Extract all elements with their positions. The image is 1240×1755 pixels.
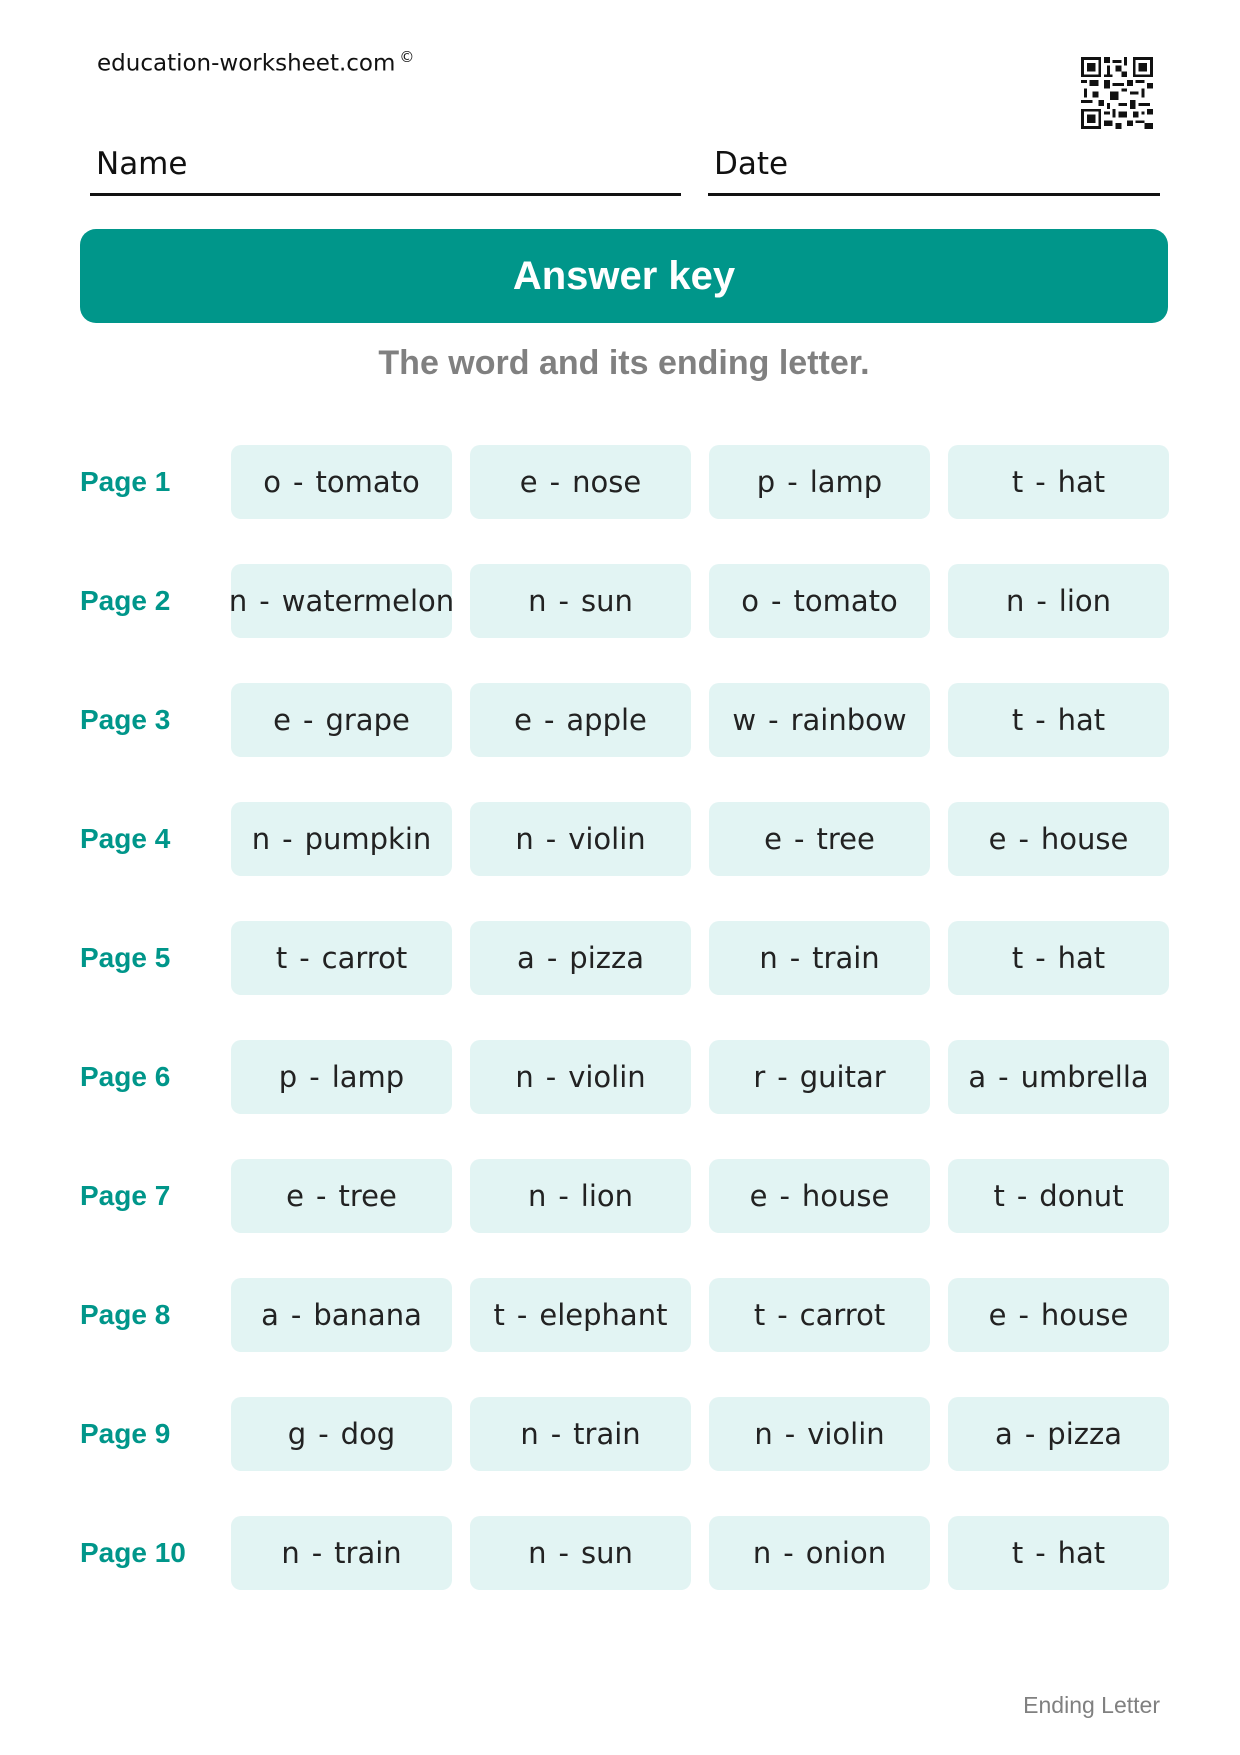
site-url <box>97 48 414 77</box>
separator-dash: - <box>1035 703 1046 737</box>
footer-topic: Ending Letter <box>1023 1692 1160 1718</box>
ending-letter: o <box>263 465 282 499</box>
answer-cell <box>470 1516 691 1590</box>
ending-letter: n <box>752 1536 772 1570</box>
name-field[interactable] <box>90 140 681 196</box>
separator-dash: - <box>784 1417 796 1451</box>
ending-letter: n <box>527 1179 547 1213</box>
answer-word: house <box>1040 822 1129 856</box>
answer-word: umbrella <box>1020 1060 1149 1094</box>
answer-word: pizza <box>1047 1417 1122 1451</box>
separator-dash: - <box>1035 941 1046 975</box>
ending-letter: n <box>251 822 271 856</box>
ending-letter: n <box>754 1417 773 1451</box>
separator-dash: - <box>546 941 558 975</box>
answer-word: violin <box>807 1417 885 1451</box>
answer-cell <box>709 1159 930 1233</box>
answer-cells <box>231 1040 1169 1114</box>
answer-cell <box>231 802 452 876</box>
separator-dash: - <box>1024 1417 1036 1451</box>
answer-cell <box>948 1159 1169 1233</box>
answer-cell <box>470 1159 691 1233</box>
separator-dash: - <box>516 1298 528 1332</box>
ending-letter: t <box>1011 941 1024 975</box>
separator-dash: - <box>303 703 314 737</box>
separator-dash: - <box>787 465 798 499</box>
ending-letter: p <box>756 465 776 499</box>
answer-row <box>80 802 1168 876</box>
ending-letter: n <box>528 584 547 618</box>
answer-word: house <box>1040 1298 1129 1332</box>
separator-dash: - <box>1036 584 1047 618</box>
separator-dash: - <box>545 1060 557 1094</box>
answer-cell <box>231 921 452 995</box>
ending-letter: e <box>988 1298 1007 1332</box>
answer-cell <box>709 445 930 519</box>
ending-letter: t <box>1011 1536 1024 1570</box>
answer-cell <box>470 445 691 519</box>
separator-dash: - <box>779 1179 790 1213</box>
answer-cell <box>470 1397 691 1471</box>
instructions: The word and its ending letter. <box>378 344 870 382</box>
answer-word: nose <box>572 465 642 499</box>
ending-letter: t <box>1011 465 1024 499</box>
ending-letter: n <box>1005 584 1025 618</box>
answer-word: onion <box>805 1536 887 1570</box>
page-label: Page 6 <box>80 1061 171 1092</box>
ending-letter: n <box>281 1536 300 1570</box>
answer-word: apple <box>566 703 647 737</box>
answer-row <box>80 1040 1168 1114</box>
separator-dash: - <box>282 822 293 856</box>
page-label: Page 5 <box>80 942 171 973</box>
answer-word: tomato <box>793 584 898 618</box>
answer-cell <box>948 802 1169 876</box>
answer-cell <box>231 1397 452 1471</box>
answer-cell <box>470 683 691 757</box>
separator-dash: - <box>558 1536 569 1570</box>
page-label: Page 7 <box>80 1180 171 1211</box>
answer-word: lion <box>1058 584 1112 618</box>
answer-cell <box>709 1516 930 1590</box>
ending-letter: t <box>1011 703 1024 737</box>
separator-dash: - <box>545 822 557 856</box>
answer-row <box>80 1397 1168 1471</box>
ending-letter: e <box>286 1179 305 1213</box>
separator-dash: - <box>998 1060 1009 1094</box>
answer-word: violin <box>568 822 646 856</box>
ending-letter: t <box>493 1298 505 1332</box>
ending-letter: n <box>528 1536 547 1570</box>
answer-word: grape <box>325 703 410 737</box>
answer-row <box>80 1159 1168 1233</box>
answer-cell <box>948 564 1169 638</box>
answer-word: train <box>334 1536 402 1570</box>
ending-letter: e <box>764 822 783 856</box>
answer-row <box>80 1516 1168 1590</box>
ending-letter: a <box>517 941 535 975</box>
qr-code-icon <box>1081 57 1153 129</box>
answer-row <box>80 1278 1168 1352</box>
page-label: Page 2 <box>80 585 171 616</box>
answer-word: hat <box>1057 1536 1106 1570</box>
answer-word: dog <box>340 1417 396 1451</box>
answer-word: carrot <box>321 941 408 975</box>
page-label: Page 8 <box>80 1299 171 1330</box>
answer-word: guitar <box>799 1060 886 1094</box>
answer-grid <box>80 445 1168 1635</box>
ending-letter: n <box>515 822 534 856</box>
answer-cell <box>948 683 1169 757</box>
separator-dash: - <box>558 1179 569 1213</box>
answer-row <box>80 921 1168 995</box>
separator-dash: - <box>290 1298 302 1332</box>
separator-dash: - <box>318 1417 329 1451</box>
answer-word: carrot <box>799 1298 886 1332</box>
answer-cell <box>470 1278 691 1352</box>
answer-cells <box>231 1516 1169 1590</box>
separator-dash: - <box>768 703 779 737</box>
separator-dash: - <box>558 584 569 618</box>
answer-cell <box>231 445 452 519</box>
answer-cell <box>231 1278 452 1352</box>
answer-cells <box>231 1397 1169 1471</box>
answer-cell <box>709 1278 930 1352</box>
copyright-symbol: © <box>399 48 415 66</box>
ending-letter: e <box>273 703 291 737</box>
answer-cell <box>470 802 691 876</box>
separator-dash: - <box>311 1536 323 1570</box>
separator-dash: - <box>293 465 304 499</box>
answer-word: house <box>801 1179 890 1213</box>
answer-word: lamp <box>809 465 883 499</box>
answer-cell <box>948 1040 1169 1114</box>
answer-word: pizza <box>569 941 644 975</box>
page-label: Page 9 <box>80 1418 171 1449</box>
separator-dash: - <box>309 1060 320 1094</box>
page-label: Page 3 <box>80 704 171 735</box>
ending-letter: n <box>759 941 778 975</box>
answer-cell <box>231 683 452 757</box>
answer-word: sun <box>580 1536 633 1570</box>
answer-cell <box>709 683 930 757</box>
answer-word: rainbow <box>790 703 907 737</box>
ending-letter: e <box>749 1179 768 1213</box>
separator-dash: - <box>549 465 561 499</box>
ending-letter: t <box>753 1298 766 1332</box>
answer-cell <box>231 1040 452 1114</box>
page-label: Page 10 <box>80 1537 186 1568</box>
answer-cell <box>470 921 691 995</box>
answer-cell <box>470 564 691 638</box>
ending-letter: n <box>515 1060 534 1094</box>
separator-dash: - <box>771 584 782 618</box>
answer-row <box>80 683 1168 757</box>
answer-word: lamp <box>331 1060 405 1094</box>
answer-cell <box>948 445 1169 519</box>
answer-cells <box>228 564 1169 638</box>
separator-dash: - <box>543 703 555 737</box>
answer-cells <box>231 683 1169 757</box>
answer-word: tree <box>816 822 875 856</box>
ending-letter: e <box>514 703 532 737</box>
separator-dash: - <box>550 1417 562 1451</box>
answer-word: train <box>573 1417 641 1451</box>
separator-dash: - <box>1035 1536 1046 1570</box>
ending-letter: n <box>228 584 248 618</box>
site-url-text: education-worksheet.com <box>97 50 396 77</box>
answer-word: sun <box>580 584 633 618</box>
separator-dash: - <box>777 1060 788 1094</box>
answer-word: tomato <box>315 465 420 499</box>
separator-dash: - <box>316 1179 327 1213</box>
page-label: Page 1 <box>80 466 171 497</box>
answer-cell <box>948 921 1169 995</box>
answer-cell <box>228 564 455 638</box>
answer-cell <box>709 802 930 876</box>
date-field[interactable] <box>708 140 1160 196</box>
ending-letter: o <box>741 584 760 618</box>
separator-dash: - <box>1018 822 1029 856</box>
answer-word: lion <box>580 1179 634 1213</box>
ending-letter: e <box>519 465 538 499</box>
page-label: Page 4 <box>80 823 171 854</box>
answer-cell <box>709 1397 930 1471</box>
separator-dash: - <box>1018 1298 1029 1332</box>
answer-word: violin <box>568 1060 646 1094</box>
answer-word: banana <box>313 1298 422 1332</box>
answer-word: hat <box>1057 465 1106 499</box>
ending-letter: p <box>278 1060 298 1094</box>
answer-cell <box>470 1040 691 1114</box>
answer-cell <box>709 1040 930 1114</box>
answer-word: hat <box>1057 703 1106 737</box>
ending-letter: t <box>993 1179 1005 1213</box>
separator-dash: - <box>783 1536 794 1570</box>
answer-key-banner <box>80 229 1168 323</box>
separator-dash: - <box>789 941 801 975</box>
answer-word: train <box>812 941 880 975</box>
ending-letter: r <box>753 1060 766 1094</box>
separator-dash: - <box>777 1298 788 1332</box>
answer-cell <box>948 1278 1169 1352</box>
ending-letter: a <box>968 1060 987 1094</box>
answer-cell <box>709 564 930 638</box>
ending-letter: e <box>988 822 1007 856</box>
answer-row <box>80 564 1168 638</box>
separator-dash: - <box>1035 465 1046 499</box>
answer-word: hat <box>1057 941 1106 975</box>
ending-letter: n <box>520 1417 539 1451</box>
answer-row <box>80 445 1168 519</box>
answer-cells <box>231 445 1169 519</box>
answer-word: tree <box>338 1179 397 1213</box>
banner-title: Answer key <box>512 253 736 298</box>
separator-dash: - <box>1016 1179 1028 1213</box>
ending-letter: w <box>732 703 757 737</box>
date-label: Date <box>714 146 789 182</box>
ending-letter: g <box>287 1417 307 1451</box>
answer-word: pumpkin <box>304 822 432 856</box>
answer-word: donut <box>1039 1179 1124 1213</box>
answer-cell <box>231 1159 452 1233</box>
answer-word: elephant <box>539 1298 668 1332</box>
answer-word: watermelon <box>281 584 455 618</box>
separator-dash: - <box>259 584 270 618</box>
answer-cells <box>231 1278 1169 1352</box>
answer-cell <box>948 1397 1169 1471</box>
answer-cell <box>709 921 930 995</box>
answer-cells <box>231 1159 1169 1233</box>
ending-letter: t <box>275 941 288 975</box>
ending-letter: a <box>261 1298 279 1332</box>
separator-dash: - <box>299 941 310 975</box>
answer-cell <box>948 1516 1169 1590</box>
separator-dash: - <box>794 822 805 856</box>
answer-cells <box>231 921 1169 995</box>
answer-cell <box>231 1516 452 1590</box>
name-label: Name <box>96 146 188 182</box>
answer-cells <box>231 802 1169 876</box>
ending-letter: a <box>995 1417 1013 1451</box>
